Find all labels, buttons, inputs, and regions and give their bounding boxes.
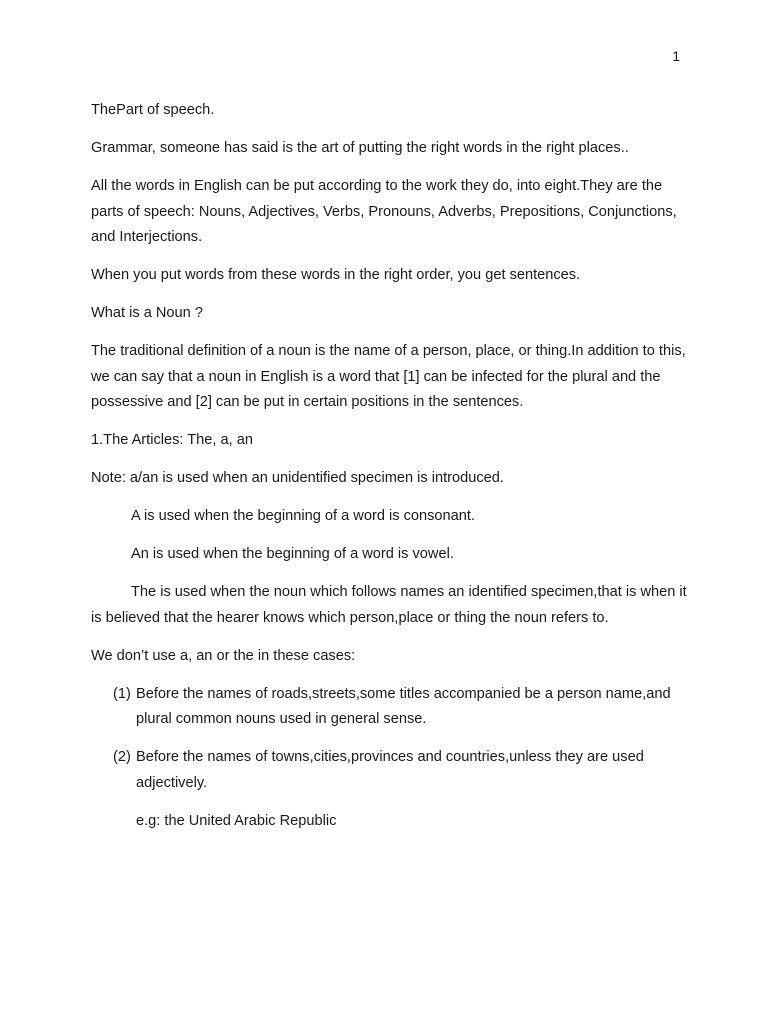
list-item-case-1 (91, 682, 691, 733)
list-marker: (1) (113, 685, 131, 702)
document-body (91, 98, 691, 847)
heading-noun: What is a Noun ? (91, 305, 203, 321)
paragraph-parts-of-speech: All the words in English can be put according to the work they do, into eight.They are the parts of speech: Nouns, Adjectives, Verbs, Pronouns, Adverbs, Prepositions, Conjunctions, and Interjections. (91, 178, 677, 245)
paragraph-noun-definition: The traditional definition of a noun is the name of a person, place, or thing.In addition to this, we can say that a noun in English is a word that [1] can be infected for the plural and the possessive and [2] can be put in certain positions in the sentences. (91, 343, 686, 410)
list-marker: (2) (113, 749, 131, 765)
list-item-text: Before the names of roads,streets,some titles accompanied be a person name,and plural common nouns used in general sense. (136, 685, 671, 727)
heading-articles: 1.The Articles: The, a, an (91, 432, 253, 448)
list-item-text: Before the names of towns,cities,provinces and countries,unless they are used adjectively. (136, 749, 644, 791)
document-title: ThePart of speech. (91, 102, 215, 118)
paragraph-the-rule: The is used when the noun which follows names an identified specimen,that is when it is believed that the hearer knows which person,place or thing the noun refers to. (91, 584, 687, 626)
paragraph-an-rule: An is used when the beginning of a word is vowel. (131, 546, 454, 562)
paragraph-example: e.g: the United Arabic Republic (136, 812, 337, 829)
paragraph-a-rule: A is used when the beginning of a word is consonant. (131, 508, 475, 524)
paragraph-note: Note: a/an is used when an unidentified specimen is introduced. (91, 470, 504, 486)
paragraph-cases-intro: We don’t use a, an or the in these cases: (91, 647, 356, 664)
list-item-case-2 (91, 745, 691, 796)
paragraph-sentences: When you put words from these words in the right order, you get sentences. (91, 267, 581, 283)
paragraph-grammar: Grammar, someone has said is the art of putting the right words in the right places.. (91, 140, 629, 156)
page-number: 1 (672, 48, 680, 64)
